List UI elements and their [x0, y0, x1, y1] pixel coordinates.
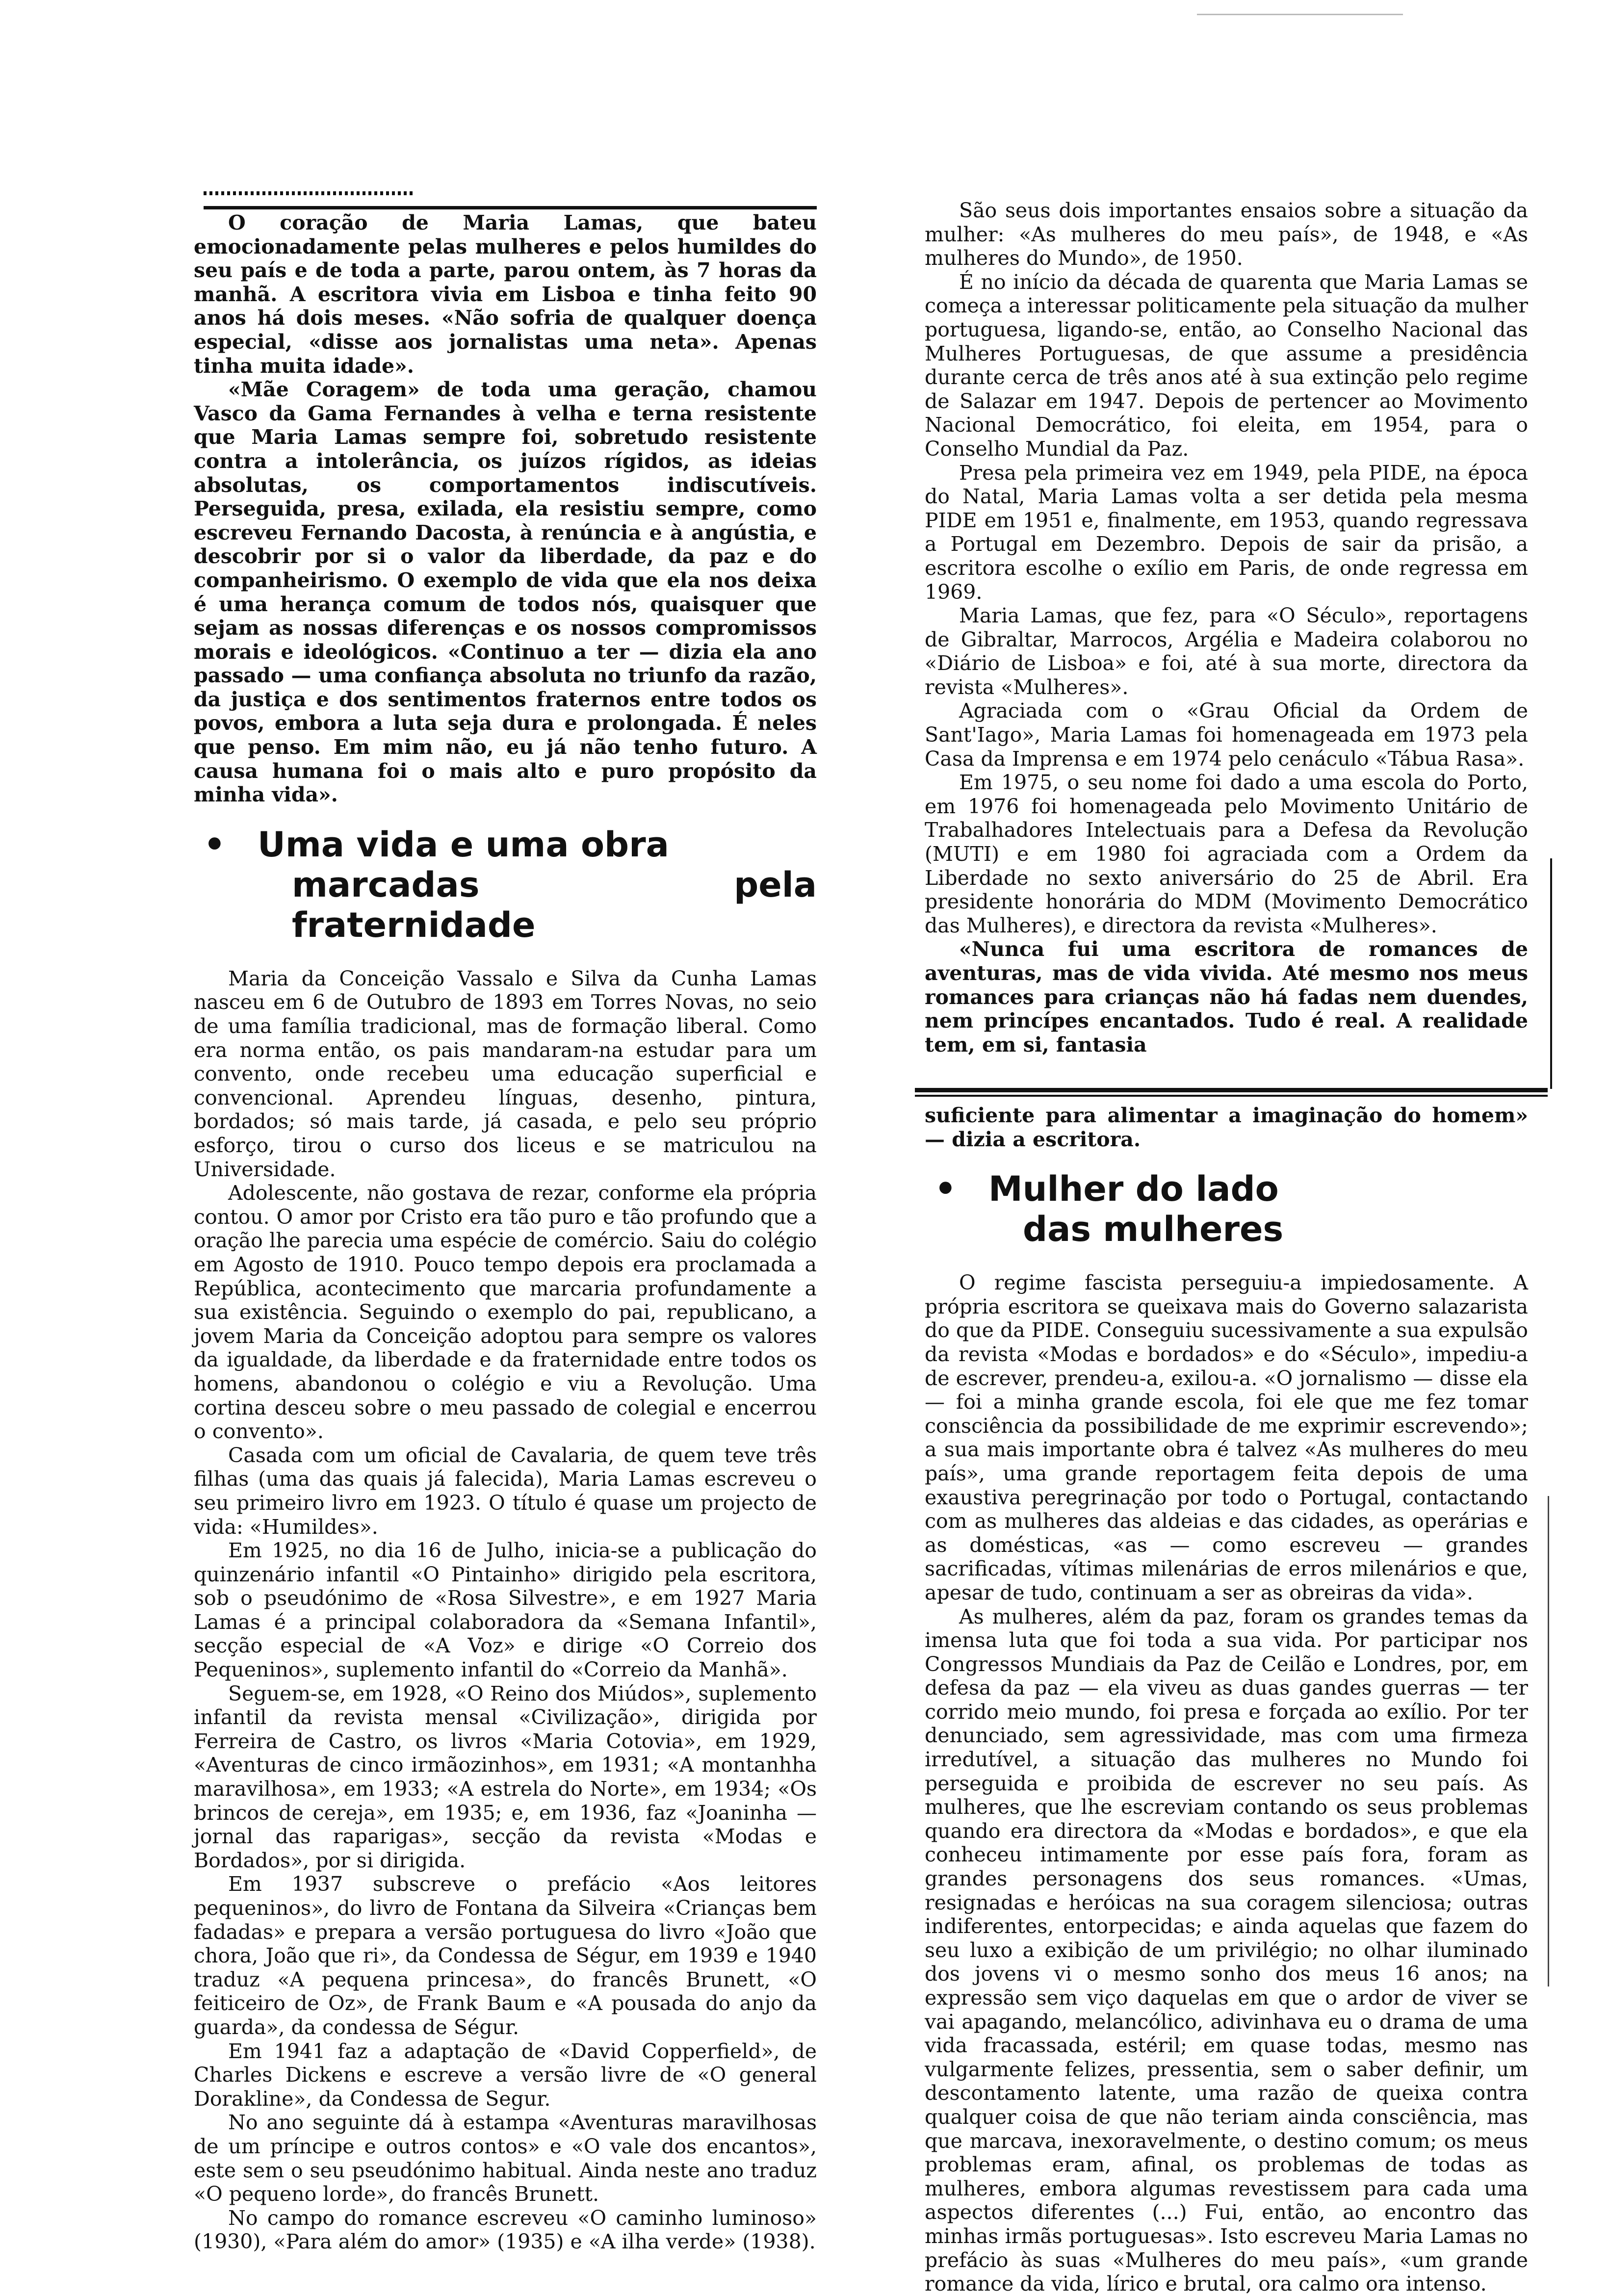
body-paragraph: No campo do romance escreveu «O caminho luminoso» (1930), «Para além do amor» (1935) e «A ilha verde» (1938). — [194, 2206, 817, 2254]
section-heading-uma-vida — [194, 825, 817, 945]
heading-bullet: • — [934, 1169, 957, 1210]
body-paragraph: Em 1941 faz a adaptação de «David Copperfield», de Charles Dickens e escreve a versão livre de «O general Dorakline», da Condessa de Segur. — [194, 2039, 817, 2111]
body-paragraph: O regime fascista perseguiu-a impiedosamente. A própria escritora se queixava mais do Governo salazarista do que da PIDE. Conseguiu sucessivamente a sua expulsão da revista «Modas e bordados» e do «Século», impediu-a de escrever, prendeu-a, exilou-a. «O jornalismo — disse ela — foi a minha grande escola, foi ele que me fez tomar consciência da possibilidade de me exprimir escrevendo»; a sua mais importante obra é talvez «As mulheres do meu país», uma grande reportagem feita depois de uma exaustiva peregrinação por todo o Portugal, contactando com as mulheres das aldeias e das cidades, as operárias e as domésticas, «as — como escreveu — grandes sacrificadas, vítimas milenárias de erros milenários e que, apesar de tudo, continuam a ser as obreiras da vida». — [925, 1271, 1528, 1604]
body-paragraph: Presa pela primeira vez em 1949, pela PIDE, na época do Natal, Maria Lamas volta a ser detida pela mesma PIDE em 1951 e, finalmente, em 1953, quando regressava a Portugal em Dezembro. Depois de sair da prisão, a escritora escolhe o exílio em Paris, de onde regressa em 1969. — [925, 461, 1528, 604]
lead-paragraph: suficiente para alimentar a imaginação do homem» — dizia a escritora. — [925, 1104, 1528, 1151]
right-margin-mark — [1550, 858, 1552, 1089]
body-paragraph: Em 1925, no dia 16 de Julho, inicia-se a publicação do quinzenário infantil «O Pintainho» dirigido pela escritora, sob o pseudónimo de «Rosa Silvestre», e em 1927 Maria Lamas é a principal colaboradora da «Semana Infantil», secção especial de «A Voz» e dirige «O Correio dos Pequeninos», suplemento infantil do «Correio da Manhã». — [194, 1539, 817, 1682]
body-paragraph: Maria Lamas, que fez, para «O Século», reportagens de Gibraltar, Marrocos, Argélia e Madeira colaborou no «Diário de Lisboa» e foi, até à sua morte, directora da revista «Mulheres». — [925, 604, 1528, 699]
left-column — [194, 211, 817, 2254]
right-column-divider-rule-thin — [915, 1095, 1548, 1097]
body-paragraph: Em 1937 subscreve o prefácio «Aos leitores pequeninos», do livro de Fontana da Silveira «Crianças bem fadadas» e prepara a versão portuguesa do livro «João que chora, João que ri», da Condessa de Ségur, em 1939 e 1940 traduz «A pequena princesa», do francês Brunett, «O feiticeiro de Oz», de Frank Baum e «A pousada do anjo da guarda», da condessa de Ségur. — [194, 1872, 817, 2039]
right-bottom-column — [925, 1104, 1528, 2296]
heading-line: das mulheres — [1023, 1209, 1284, 1250]
section-heading-mulher-do-lado — [925, 1169, 1528, 1249]
intro-paragraph: O coração de Maria Lamas, que bateu emocionadamente pelas mulheres e pelos humildes do seu país e de toda a parte, parou ontem, às 7 horas da manhã. A escritora vivia em Lisboa e tinha feito 90 anos há dois meses. «Não sofria de qualquer doença especial, «disse aos jornalistas uma neta». Apenas tinha muita idade». — [194, 211, 817, 378]
heading-bullet: • — [204, 824, 226, 865]
body-paragraph: Em 1975, o seu nome foi dado a uma escola do Porto, em 1976 foi homenageada pelo Movimento Unitário de Trabalhadores Intelectuais para a Defesa da Revolução (MUTI) e em 1980 foi agraciada com a Ordem da Liberdade no sexto aniversário do 25 de Abril. Era presidente honorária do MDM (Movimento Democrático das Mulheres), e directora da revista «Mulheres». — [925, 771, 1528, 937]
body-paragraph: É no início da década de quarenta que Maria Lamas se começa a interessar politicamente pela situação da mulher portuguesa, ligando-se, então, ao Conselho Nacional das Mulheres Portuguesas, de que assume a presidência durante cerca de três anos até à sua extinção pelo regime de Salazar em 1947. Depois de pertencer ao Movimento Nacional Democrático, foi eleita, em 1954, para o Conselho Mundial da Paz. — [925, 270, 1528, 461]
left-column-top-rule — [204, 206, 817, 209]
body-paragraph: São seus dois importantes ensaios sobre a situação da mulher: «As mulheres do meu país», de 1948, e «As mulheres do Mundo», de 1950. — [925, 199, 1528, 270]
heading-line: marcadas pela fraternidade — [292, 864, 817, 945]
body-paragraph: As mulheres, além da paz, foram os grandes temas da imensa luta que foi toda a sua vida. Por participar nos Congressos Mundiais da Paz de Ceilão e Londres, por, em defesa da paz — ela viveu as duas gandes guerras — ter corrido meio mundo, foi presa e forçada ao exílio. Por ter denunciado, sem agressividade, mas com uma firmeza irredutível, a situação das mulheres no Mundo foi perseguida e proibida de escrever no seu país. As mulheres, que lhe escreviam contando os seus problemas quando era directora da «Modas e bordados», e que ela conheceu intimamente por esse país fora, foram as grandes personagens dos seus romances. «Umas, resignadas e heróicas na sua coragem silenciosa; outras indiferentes, entorpecidas; e ainda aquelas que fazem do seu luxo a exibição de um privilégio; no olhar iluminado dos jovens vi o mesmo sonho dos meus 16 anos; na expressão sem viço daquelas em que o ardor de viver se vai apagando, melancólico, adivinhava eu o drama de uma vida fracassada, estéril; em quase todas, mesmo nas vulgarmente felizes, pressentia, sem o saber definir, um descontamento latente, uma razão de queixa contra qualquer coisa de que não teriam ainda consciência, mas que marcava, inexoravelmente, o destino comum; os meus problemas eram, afinal, os problemas de todas as mulheres, embora algumas revestissem para cada uma aspectos diferentes (...) Fui, então, ao encontro das minhas irmãs portuguesas». Isto escreveu Maria Lamas no prefácio às suas «Mulheres do meu país», «um grande romance da vida, lírico e brutal, ora calmo ora intenso. — [925, 1604, 1528, 2296]
top-left-dotted-rule — [204, 191, 415, 195]
body-paragraph: Maria da Conceição Vassalo e Silva da Cunha Lamas nasceu em 6 de Outubro de 1893 em Torres Novas, no seio de uma família tradicional, mas de formação liberal. Como era norma então, os pais mandaram-na estudar para um convento, onde recebeu uma educação superficial e convencional. Aprendeu línguas, desenho, pintura, bordados; só mais tarde, já casada, e pelo seu próprio esforço, tirou o curso dos liceus e se matriculou na Universidade. — [194, 966, 817, 1181]
body-paragraph: Adolescente, não gostava de rezar, conforme ela própria contou. O amor por Cristo era tão puro e tão profundo que a oração lhe parecia uma espécie de comércio. Saiu do colégio em Agosto de 1910. Pouco tempo depois era proclamada a República, acontecimento que marcaria profundamente a sua existência. Seguindo o exemplo do pai, republicano, a jovem Maria da Conceição adoptou para sempre os valores da igualdade, da liberdade e da fraternidade entre todos os homens, abandonou o colégio e viu a Revolução. Uma cortina desceu sobre o meu passado de colegial e encerrou o convento». — [194, 1181, 817, 1444]
right-top-column — [925, 199, 1528, 1057]
body-paragraph: Seguem-se, em 1928, «O Reino dos Miúdos», suplemento infantil da revista mensal «Civilização», dirigida por Ferreira de Castro, os livros «Maria Cotovia», em 1929, «Aventuras de cinco irmãozinhos», em 1931; «A montanhha maravilhosa», em 1933; «A estrela do Norte», em 1934; «Os brincos de cereja», em 1935; e, em 1936, faz «Joaninha — jornal das raparigas», secção da revista «Modas e Bordados», por si dirigida. — [194, 1681, 817, 1872]
top-right-mark — [1197, 14, 1403, 15]
body-paragraph: «Nunca fui uma escritora de romances de aventuras, mas de vida vivida. Até mesmo nos meus romances para crianças não há fadas nem duendes, nem princípes encantados. Tudo é real. A realidade tem, em si, fantasia — [925, 937, 1528, 1057]
body-paragraph: Agraciada com o «Grau Oficial da Ordem de Sant'Iago», Maria Lamas foi homenageada em 1973 pela Casa da Imprensa e em 1974 pelo cenáculo «Tábua Rasa». — [925, 699, 1528, 771]
right-margin-mark — [1548, 1496, 1549, 1986]
body-paragraph: Casada com um oficial de Cavalaria, de quem teve três filhas (uma das quais já falecida), Maria Lamas escreveu o seu primeiro livro em 1923. O título é quase um projecto de vida: «Humildes». — [194, 1443, 817, 1539]
heading-line: Mulher do lado — [988, 1169, 1279, 1210]
body-paragraph: No ano seguinte dá à estampa «Aventuras maravilhosas de um príncipe e outros contos» e «O vale dos encantos», este sem o seu pseudónimo habitual. Ainda neste ano traduz «O pequeno lorde», do francês Brunett. — [194, 2111, 817, 2206]
intro-paragraph: «Mãe Coragem» de toda uma geração, chamou Vasco da Gama Fernandes à velha e terna resistente que Maria Lamas sempre foi, sobretudo resistente contra a intolerância, os juízos rígidos, as ideias absolutas, os comportamentos indiscutíveis. Perseguida, presa, exilada, ela resistiu sempre, como escreveu Fernando Dacosta, à renúncia e à angústia, e descobrir por si o valor da liberdade, da paz e do companheirismo. O exemplo de vida que ela nos deixa é uma herança comum de todos nós, quaisquer que sejam as nossas diferenças e os nossos compromissos morais e ideológicos. «Continuo a ter — dizia ela ano passado — uma confiança absoluta no triunfo da razão, da justiça e dos sentimentos fraternos entre todos os povos, embora a luta seja dura e prolongada. É neles que penso. Em mim não, eu já não tenho futuro. A causa humana foi o mais alto e puro propósito da minha vida». — [194, 378, 817, 807]
right-column-divider-rule — [915, 1088, 1548, 1092]
heading-line: Uma vida e uma obra — [258, 824, 669, 865]
